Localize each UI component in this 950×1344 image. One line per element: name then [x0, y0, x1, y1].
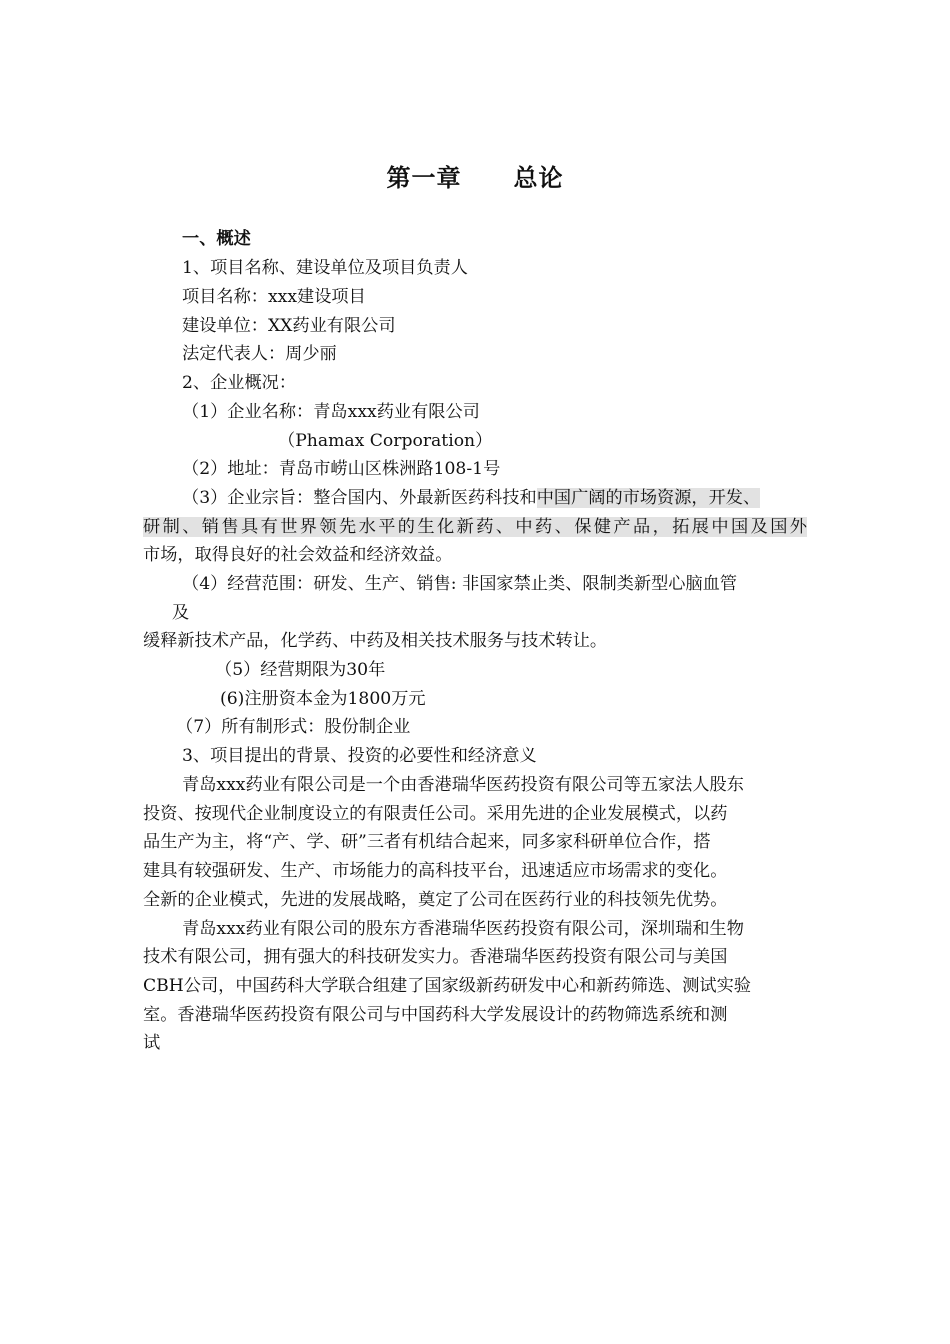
purpose-text-a: （3）企业宗旨：整合国内、外最新医药科技和	[182, 488, 537, 508]
legal-representative: 法定代表人：周少丽	[182, 344, 337, 364]
item3-title: 3、项目提出的背景、投资的必要性和经济意义	[182, 746, 537, 766]
para2-line-3: CBH公司，中国药科大学联合组建了国家级新药研发中心和新药筛选、测试实验	[143, 976, 751, 996]
registered-capital: (6)注册资本金为1800万元	[220, 689, 426, 709]
scope-line-3: 缓释新技术产品，化学药、中药及相关技术服务与技术转让。	[143, 631, 608, 651]
item2-title: 2、企业概况：	[182, 373, 297, 393]
chapter-name: 总论	[513, 164, 564, 192]
scope-line-2: 及	[172, 603, 190, 623]
para1-line-5: 全新的企业模式，先进的发展战略，奠定了公司在医药行业的科技领先优势。	[143, 890, 728, 910]
company-address: （2）地址：青岛市崂山区株洲路108-1号	[182, 459, 501, 479]
scope-line-1: （4）经营范围：研发、生产、销售: 非国家禁止类、限制类新型心脑血管	[182, 574, 738, 594]
purpose-highlight-a: 中国广阔的市场资源，开发、	[536, 488, 761, 508]
project-name: 项目名称：xxx建设项目	[182, 287, 366, 307]
para2-line-1: 青岛xxx药业有限公司的股东方香港瑞华医药投资有限公司，深圳瑞和生物	[182, 919, 744, 939]
builder: 建设单位：XX药业有限公司	[182, 316, 396, 336]
para2-line-4: 室。香港瑞华医药投资有限公司与中国药科大学发展设计的药物筛选系统和测	[143, 1005, 728, 1025]
purpose-line-2	[143, 513, 807, 541]
chapter-title	[0, 158, 950, 193]
para1-line-4: 建具有较强研发、生产、市场能力的高科技平台，迅速适应市场需求的变化。	[143, 861, 728, 881]
para1-line-2: 投资、按现代企业制度设立的有限责任公司。采用先进的企业发展模式，以药	[143, 804, 728, 824]
para2-line-2: 技术有限公司，拥有强大的科技研发实力。香港瑞华医药投资有限公司与美国	[143, 947, 728, 967]
ownership-type: （7）所有制形式：股份制企业	[176, 717, 411, 737]
item1-title: 1、项目名称、建设单位及项目负责人	[182, 258, 468, 278]
purpose-line-1	[182, 484, 760, 512]
company-english-name: （Phamax Corporation）	[278, 431, 493, 451]
para1-line-3: 品生产为主，将“产、学、研”三者有机结合起来，同多家科研单位合作，搭	[143, 832, 711, 852]
para1-line-1: 青岛xxx药业有限公司是一个由香港瑞华医药投资有限公司等五家法人股东	[182, 775, 744, 795]
chapter-number: 第一章	[386, 164, 462, 192]
para2-line-5: 试	[143, 1033, 161, 1053]
company-name: （1）企业名称：青岛xxx药业有限公司	[182, 402, 480, 422]
section-heading-overview: 一、概述	[182, 229, 251, 249]
purpose-line-3: 市场，取得良好的社会效益和经济效益。	[143, 545, 453, 565]
operating-term: （5）经营期限为30年	[215, 660, 386, 680]
purpose-highlight-b: 研制、销售具有世界领先水平的生化新药、中药、保健产品，拓展中国及国外	[143, 517, 807, 537]
